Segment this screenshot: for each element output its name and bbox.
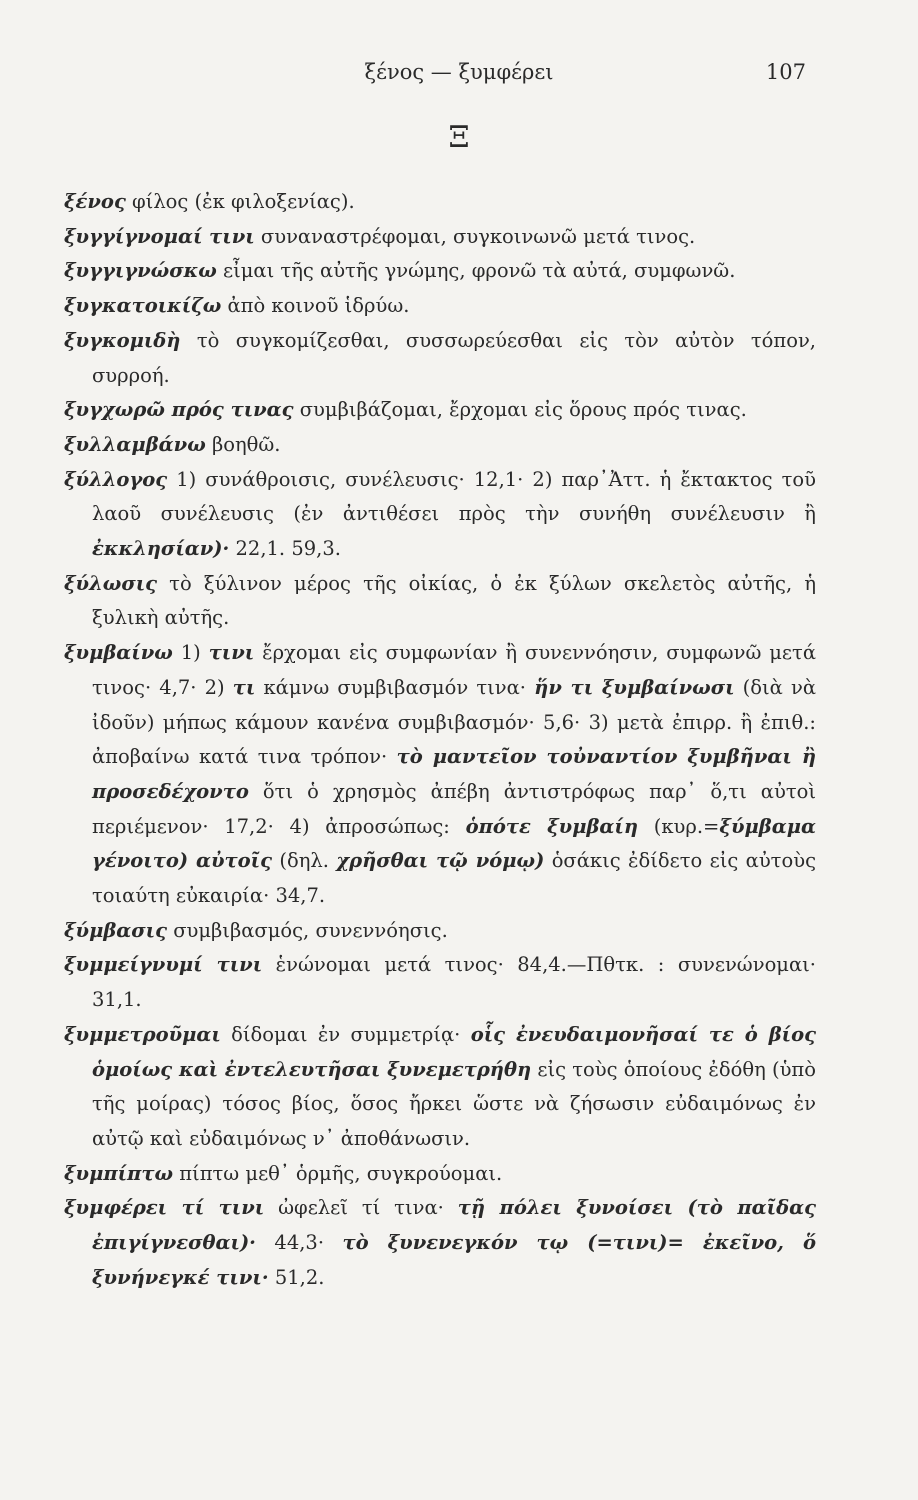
entry-lemma: ξυγκομιδὴ (64, 328, 181, 352)
entry-lemma: ξύμβασις (64, 918, 167, 942)
entry-definition: βοηθῶ. (205, 432, 281, 456)
entry-definition: (δηλ. (271, 849, 337, 873)
entry-definition: ἔρχομαι εἰς συμφωνίαν ἢ συνεννόησιν, συμφωνῶ μετά τινος· 4,7· 2) (92, 641, 816, 699)
entry-definition: ἀπὸ κοινοῦ ἱδρύω. (221, 294, 410, 318)
entry-citation: ἥν τι ξυμβαίνωσι (534, 675, 735, 699)
entry-definition: 22,1. 59,3. (229, 537, 341, 561)
entry-definition: τὸ ξύλινον μέρος τῆς οἰκίας, ὁ ἐκ ξύλων σκελετὸς αὐτῆς, ἡ ξυλικὴ αὐτῆς. (92, 571, 816, 630)
entry-definition: πίπτω μεθ᾽ ὁρμῆς, συγκρούομαι. (173, 1161, 503, 1185)
entry-citation: τῇ πόλει ξυνοίσει (τὸ παῖδας ἐπιγίγνεσθαι)· (92, 1196, 816, 1255)
entry-list (64, 185, 816, 1296)
entry-lemma: ξυμφέρει τί τινι (64, 1196, 265, 1220)
entry-citation: ξύμβαμα γένοιτο) αὐτοῖς (92, 814, 816, 873)
entry-lemma: ξυγγίγνομαί τινι (64, 224, 255, 248)
entry-definition: 44,3· (255, 1231, 343, 1255)
entry-citation: τὸ ξυνενεγκόν τῳ (=τινι)= ἐκεῖνο, ὅ ξυνήνεγκέ τινι· (92, 1231, 816, 1289)
entry-definition: (κυρ.= (638, 814, 720, 838)
entry-lemma: ξυγγιγνώσκω (64, 259, 217, 283)
entry-definition: ὅτι ὁ χρησμὸς ἀπέβη ἀντιστρόφως παρ᾽ ὅ,τι αὐτοὶ περιέμενον· 17,2· 4) ἀπροσώπως: (92, 779, 816, 838)
entry-definition: 1) συνάθροισις, συνέλευσις· 12,1· 2) παρ᾽Ἀττ. ἡ ἔκτακτος τοῦ λαοῦ συνέλευσις (ἐν ἀντιθέσει πρὸς τὴν συνήθη συνέλευσιν ἢ (92, 467, 816, 526)
entry-definition: δίδομαι ἐν συμμετρίᾳ· (220, 1022, 471, 1046)
dictionary-entry (64, 254, 816, 289)
dictionary-entry (64, 1157, 816, 1192)
dictionary-entry (64, 914, 816, 949)
entry-definition: κάμνω συμβιβασμόν τινα· (255, 675, 535, 699)
entry-lemma: ξυγκατοικίζω (64, 294, 222, 318)
page-header (0, 60, 918, 92)
entry-definition: συμβιβάζομαι, ἔρχομαι εἰς ὅρους πρός τινας. (293, 398, 747, 422)
entry-citation: ὁπότε ξυμβαίη (465, 814, 639, 838)
entry-lemma: ξένος (64, 190, 126, 213)
entry-citation: τὸ μαντεῖον τοὐναντίον ξυμβῆναι ἢ προσεδέχοντο (92, 745, 816, 803)
running-head: ξένος — ξυμφέρει (364, 60, 554, 84)
entry-definition: ὁσάκις ἐδίδετο εἰς αὐτοὺς τοιαύτη εὐκαιρία· 34,7. (92, 849, 816, 908)
entry-definition: (διὰ νὰ ἰδοῦν) μήπως κάμουν κανένα συμβιβασμόν· 5,6· 3) μετὰ ἐπιρρ. ἢ ἐπιθ.: ἀποβαίνω κατά τινα τρόπον· (92, 675, 816, 769)
entry-citation: χρῆσθαι τῷ νόμῳ) (336, 849, 545, 873)
entry-definition: 1) (172, 641, 209, 665)
entry-definition: ἑνώνομαι μετά τινος· 84,4.—Πθτκ. : συνενώνομαι· 31,1. (92, 953, 816, 1012)
entry-lemma: ξυγχωρῶ πρός τινας (64, 398, 294, 422)
entry-definition: εἶμαι τῆς αὐτῆς γνώμης, φρονῶ τὰ αὐτά, συμφωνῶ. (216, 259, 736, 283)
dictionary-entry (64, 636, 816, 914)
dictionary-entry (64, 567, 816, 636)
dictionary-entry (64, 220, 816, 255)
page-number: 107 (765, 60, 806, 84)
dictionary-entry (64, 1191, 816, 1295)
dictionary-entry (64, 289, 816, 324)
entry-definition: συμβιβασμός, συνεννόησις. (167, 918, 448, 942)
entry-lemma: ξύλωσις (64, 571, 158, 595)
entry-lemma: ξυμπίπτω (64, 1161, 174, 1185)
dictionary-entry (64, 1018, 816, 1157)
entry-lemma: ξυμβαίνω (64, 641, 173, 665)
entry-lemma: ξύλλογος (64, 467, 168, 491)
entry-definition: ὠφελεῖ τί τινα· (264, 1196, 458, 1220)
dictionary-entry (64, 324, 816, 393)
entry-definition: τὸ συγκομίζεσθαι, συσσωρεύεσθαι εἰς τὸν αὐτὸν τόπον, συρροή. (92, 328, 816, 387)
dictionary-entry (64, 948, 816, 1017)
entry-lemma: ξυμμετροῦμαι (64, 1022, 221, 1046)
entry-definition: 51,2. (268, 1265, 325, 1289)
entry-lemma: ξυμμείγνυμί τινι (64, 953, 263, 977)
dictionary-entry (64, 185, 816, 220)
entry-citation: τι (232, 675, 256, 699)
entry-definition: φίλος (ἐκ φιλοξενίας). (125, 190, 355, 213)
entry-definition: συναναστρέφομαι, συγκοινωνῶ μετά τινος. (254, 224, 696, 248)
dictionary-entry (64, 463, 816, 567)
entry-lemma: ξυλλαμβάνω (64, 432, 206, 456)
section-letter: Ξ (448, 120, 470, 155)
entry-citation: οἷς ἐνευδαιμονῆσαί τε ὁ βίος ὁμοίως καὶ ἐντελευτῆσαι ξυνεμετρήθη (92, 1022, 816, 1081)
entry-citation: ἐκκλησίαν)· (92, 537, 230, 561)
entry-definition: εἰς τοὺς ὁποίους ἐδόθη (ὑπὸ τῆς μοίρας) τόσος βίος, ὅσος ἤρκει ὥστε νὰ ζήσωσιν εὐδαιμόνως ἐν αὐτῷ καὶ εὐδαιμόνως ν᾽ ἀποθάνωσιν. (92, 1057, 816, 1150)
dictionary-entry (64, 428, 816, 463)
entry-citation: τινι (208, 641, 255, 665)
dictionary-entry (64, 393, 816, 428)
